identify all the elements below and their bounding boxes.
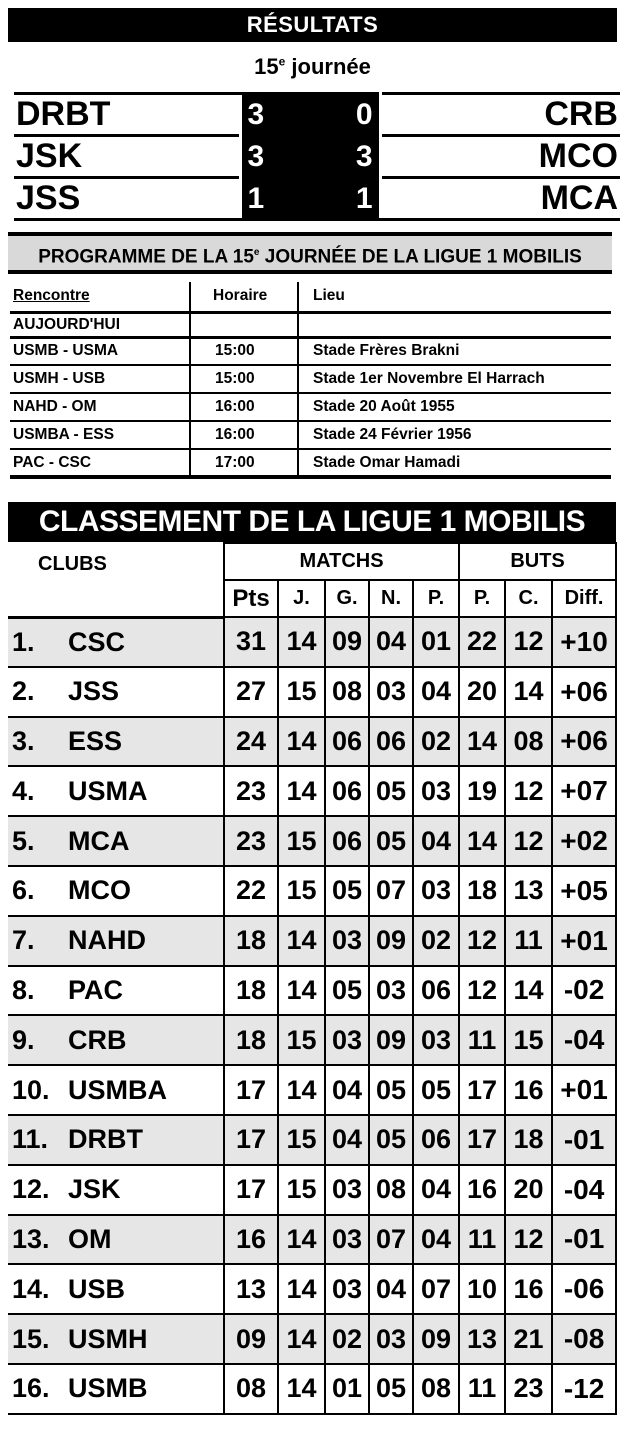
standings-won: 06 <box>325 717 369 767</box>
result-away-team: CRB <box>380 94 620 136</box>
programme-time: 15:00 <box>190 365 298 393</box>
standings-drawn: 04 <box>369 1264 413 1314</box>
standings-col-diff: Diff. <box>552 580 616 617</box>
standings-pts: 13 <box>224 1264 278 1314</box>
standings-club-name: PAC <box>68 974 124 1005</box>
standings-club-name: DRBT <box>68 1124 143 1155</box>
standings-club-cell <box>8 966 224 1016</box>
programme-day-empty-time <box>190 312 298 337</box>
standings-col-won: G. <box>325 580 369 617</box>
standings-club-name: OM <box>68 1223 112 1254</box>
standings-played: 15 <box>278 816 325 866</box>
standings-won: 04 <box>325 1115 369 1165</box>
standings-pts: 18 <box>224 916 278 966</box>
standings-col-clubs: CLUBS <box>8 543 224 617</box>
standings-rank: 8. <box>12 974 35 1005</box>
standings-lost: 08 <box>413 1364 459 1414</box>
standings-pts: 18 <box>224 966 278 1016</box>
standings-pts: 18 <box>224 1015 278 1065</box>
standings-row <box>8 1314 616 1364</box>
standings-lost: 05 <box>413 1065 459 1115</box>
standings-won: 05 <box>325 866 369 916</box>
standings-club-cell <box>8 1364 224 1414</box>
standings-played: 14 <box>278 1364 325 1414</box>
standings-goals-against: 20 <box>505 1165 552 1215</box>
standings-pts: 08 <box>224 1364 278 1414</box>
standings-drawn: 04 <box>369 617 413 667</box>
results-round <box>8 54 617 80</box>
programme-day-empty-venue <box>298 312 611 337</box>
result-home-score: 3 <box>240 94 310 136</box>
standings-pts: 17 <box>224 1115 278 1165</box>
programme-title-sup: e <box>253 247 260 258</box>
standings-goals-against: 12 <box>505 617 552 667</box>
standings-won: 01 <box>325 1364 369 1414</box>
standings-club-name: CSC <box>68 626 126 657</box>
standings-goals-against: 18 <box>505 1115 552 1165</box>
standings-won: 06 <box>325 816 369 866</box>
programme-venue: Stade 24 Février 1956 <box>298 421 611 449</box>
standings-lost: 06 <box>413 1115 459 1165</box>
standings-diff: +02 <box>552 816 616 866</box>
programme-time: 16:00 <box>190 393 298 421</box>
standings-drawn: 03 <box>369 1314 413 1364</box>
programme-title-post: JOURNÉE DE LA LIGUE 1 MOBILIS <box>259 246 582 268</box>
standings-row <box>8 1065 616 1115</box>
standings-played: 14 <box>278 916 325 966</box>
standings-club-name: USMH <box>68 1323 148 1354</box>
standings-played: 14 <box>278 1314 325 1364</box>
programme-time: 15:00 <box>190 337 298 365</box>
standings-goals-against: 11 <box>505 916 552 966</box>
standings-club-cell <box>8 1264 224 1314</box>
standings-diff: +05 <box>552 866 616 916</box>
programme-col-venue: Lieu <box>298 282 611 312</box>
standings-club-name: MCA <box>68 825 130 856</box>
programme-venue: Stade 20 Août 1955 <box>298 393 611 421</box>
standings-lost: 03 <box>413 766 459 816</box>
standings-won: 03 <box>325 1015 369 1065</box>
standings-goals-for: 20 <box>459 667 505 717</box>
standings-goals-for: 18 <box>459 866 505 916</box>
standings-goals-for: 12 <box>459 916 505 966</box>
result-away-score: 0 <box>310 94 380 136</box>
standings-played: 15 <box>278 866 325 916</box>
standings-rank: 16. <box>12 1373 50 1404</box>
standings-club-name: JSS <box>68 676 120 707</box>
programme-row <box>10 449 611 477</box>
result-away-score: 3 <box>310 136 380 178</box>
standings-title: CLASSEMENT DE LA LIGUE 1 MOBILIS <box>8 502 616 542</box>
standings-club-name: USB <box>68 1273 126 1304</box>
result-home-score: 3 <box>240 136 310 178</box>
standings-col-goals-against: C. <box>505 580 552 617</box>
standings-diff: -06 <box>552 1264 616 1314</box>
standings-drawn: 07 <box>369 1215 413 1265</box>
standings-row <box>8 1015 616 1065</box>
standings-played: 14 <box>278 717 325 767</box>
result-home-team: DRBT <box>14 94 240 136</box>
standings-won: 03 <box>325 1264 369 1314</box>
standings-club-cell <box>8 866 224 916</box>
result-row <box>14 136 620 178</box>
standings-club-name: USMA <box>68 775 148 806</box>
standings-pts: 17 <box>224 1065 278 1115</box>
standings-row <box>8 766 616 816</box>
standings-rank: 2. <box>12 676 35 707</box>
standings-goals-for: 17 <box>459 1115 505 1165</box>
standings-diff: -02 <box>552 966 616 1016</box>
standings-goals-for: 11 <box>459 1215 505 1265</box>
standings-club-name: CRB <box>68 1024 127 1055</box>
programme-day-row <box>10 312 611 337</box>
standings-drawn: 03 <box>369 966 413 1016</box>
standings-played: 14 <box>278 617 325 667</box>
standings-club-cell <box>8 1015 224 1065</box>
standings-diff: -04 <box>552 1165 616 1215</box>
standings-pts: 17 <box>224 1165 278 1215</box>
standings-lost: 07 <box>413 1264 459 1314</box>
standings-won: 02 <box>325 1314 369 1364</box>
standings-drawn: 09 <box>369 1015 413 1065</box>
round-suffix: e <box>278 54 286 69</box>
standings-drawn: 05 <box>369 1364 413 1414</box>
standings-goals-for: 11 <box>459 1015 505 1065</box>
standings-lost: 03 <box>413 1015 459 1065</box>
result-home-score: 1 <box>240 178 310 220</box>
standings-group-matchs: MATCHS <box>224 543 459 580</box>
standings-goals-for: 17 <box>459 1065 505 1115</box>
standings-rank: 14. <box>12 1273 50 1304</box>
programme-venue: Stade 1er Novembre El Harrach <box>298 365 611 393</box>
standings-club-name: USMBA <box>68 1074 167 1105</box>
standings-row <box>8 617 616 667</box>
standings-pts: 22 <box>224 866 278 916</box>
standings-rank: 3. <box>12 725 35 756</box>
result-home-team: JSS <box>14 178 240 220</box>
standings-goals-against: 16 <box>505 1264 552 1314</box>
standings-group-buts: BUTS <box>459 543 616 580</box>
standings-drawn: 08 <box>369 1165 413 1215</box>
standings-row <box>8 667 616 717</box>
standings-diff: -04 <box>552 1015 616 1065</box>
result-away-score: 1 <box>310 178 380 220</box>
standings-col-lost: P. <box>413 580 459 617</box>
standings-goals-against: 23 <box>505 1364 552 1414</box>
programme-row <box>10 393 611 421</box>
results-table <box>14 92 620 221</box>
programme-match: USMH - USB <box>10 365 190 393</box>
result-away-team: MCO <box>380 136 620 178</box>
programme-time: 17:00 <box>190 449 298 477</box>
standings-goals-for: 12 <box>459 966 505 1016</box>
standings-drawn: 07 <box>369 866 413 916</box>
standings-rank: 4. <box>12 775 35 806</box>
standings-goals-for: 13 <box>459 1314 505 1364</box>
standings-drawn: 05 <box>369 816 413 866</box>
standings-won: 09 <box>325 617 369 667</box>
standings-played: 14 <box>278 966 325 1016</box>
standings-club-cell <box>8 1314 224 1364</box>
programme-title-pre: PROGRAMME DE LA 15 <box>38 246 254 268</box>
standings-goals-against: 12 <box>505 1215 552 1265</box>
standings-won: 05 <box>325 966 369 1016</box>
standings-rank: 7. <box>12 925 35 956</box>
standings-drawn: 05 <box>369 1065 413 1115</box>
standings-goals-for: 14 <box>459 816 505 866</box>
standings-club-cell <box>8 667 224 717</box>
standings-rank: 5. <box>12 825 35 856</box>
standings-pts: 16 <box>224 1215 278 1265</box>
standings-club-name: NAHD <box>68 925 146 956</box>
standings-club-name: USMB <box>68 1373 148 1404</box>
programme-match: USMB - USMA <box>10 337 190 365</box>
standings-drawn: 05 <box>369 766 413 816</box>
standings-row <box>8 1264 616 1314</box>
programme-venue: Stade Frères Brakni <box>298 337 611 365</box>
standings-diff: +07 <box>552 766 616 816</box>
standings-row <box>8 966 616 1016</box>
standings-table <box>8 542 617 1415</box>
programme-day-label: AUJOURD'HUI <box>10 312 190 337</box>
standings-row <box>8 866 616 916</box>
programme-match: PAC - CSC <box>10 449 190 477</box>
standings-played: 14 <box>278 1264 325 1314</box>
standings-goals-against: 16 <box>505 1065 552 1115</box>
standings-goals-against: 15 <box>505 1015 552 1065</box>
standings-col-drawn: N. <box>369 580 413 617</box>
standings-drawn: 05 <box>369 1115 413 1165</box>
standings-club-cell <box>8 1065 224 1115</box>
standings-diff: +01 <box>552 916 616 966</box>
standings-club-name: JSK <box>68 1174 121 1205</box>
standings-won: 03 <box>325 1165 369 1215</box>
standings-col-played: J. <box>278 580 325 617</box>
results-title: RÉSULTATS <box>8 8 617 42</box>
standings-rank: 13. <box>12 1223 50 1254</box>
standings-club-name: MCO <box>68 875 131 906</box>
programme-title <box>8 232 612 274</box>
result-home-team: JSK <box>14 136 240 178</box>
standings-col-goals-for: P. <box>459 580 505 617</box>
standings-goals-against: 12 <box>505 766 552 816</box>
standings-rank: 12. <box>12 1174 50 1205</box>
programme-venue: Stade Omar Hamadi <box>298 449 611 477</box>
standings-diff: +06 <box>552 667 616 717</box>
standings-goals-for: 22 <box>459 617 505 667</box>
standings-rank: 11. <box>12 1124 49 1155</box>
standings-diff: -01 <box>552 1215 616 1265</box>
standings-group-header <box>8 543 616 580</box>
round-word: journée <box>285 54 371 79</box>
standings-goals-for: 10 <box>459 1264 505 1314</box>
standings-drawn: 09 <box>369 916 413 966</box>
result-away-team: MCA <box>380 178 620 220</box>
standings-played: 14 <box>278 1065 325 1115</box>
standings-played: 14 <box>278 1215 325 1265</box>
standings-goals-against: 13 <box>505 866 552 916</box>
standings-won: 03 <box>325 1215 369 1265</box>
round-number: 15 <box>254 54 279 79</box>
standings-diff: +10 <box>552 617 616 667</box>
standings-played: 15 <box>278 1115 325 1165</box>
standings-goals-against: 14 <box>505 966 552 1016</box>
standings-won: 08 <box>325 667 369 717</box>
standings-rank: 1. <box>12 626 35 657</box>
standings-played: 15 <box>278 1165 325 1215</box>
standings-pts: 23 <box>224 766 278 816</box>
standings-diff: -08 <box>552 1314 616 1364</box>
standings-club-name: ESS <box>68 725 123 756</box>
standings-diff: -01 <box>552 1115 616 1165</box>
standings-lost: 06 <box>413 966 459 1016</box>
standings-diff: +01 <box>552 1065 616 1115</box>
standings-goals-for: 14 <box>459 717 505 767</box>
standings-lost: 04 <box>413 1215 459 1265</box>
standings-goals-for: 11 <box>459 1364 505 1414</box>
standings-played: 14 <box>278 766 325 816</box>
standings-row <box>8 1165 616 1215</box>
standings-drawn: 06 <box>369 717 413 767</box>
standings-pts: 24 <box>224 717 278 767</box>
standings-rank: 15. <box>12 1323 50 1354</box>
standings-rank: 9. <box>12 1024 35 1055</box>
standings-pts: 27 <box>224 667 278 717</box>
standings-goals-against: 14 <box>505 667 552 717</box>
standings-lost: 04 <box>413 667 459 717</box>
standings-goals-for: 16 <box>459 1165 505 1215</box>
standings-pts: 09 <box>224 1314 278 1364</box>
standings-col-pts: Pts <box>224 580 278 617</box>
standings-lost: 04 <box>413 1165 459 1215</box>
programme-table <box>10 282 611 479</box>
standings-won: 04 <box>325 1065 369 1115</box>
standings-diff: -12 <box>552 1364 616 1414</box>
standings-row <box>8 1215 616 1265</box>
standings-row <box>8 816 616 866</box>
programme-match: USMBA - ESS <box>10 421 190 449</box>
standings-won: 03 <box>325 916 369 966</box>
programme-row <box>10 337 611 365</box>
standings-club-cell <box>8 1115 224 1165</box>
standings-diff: +06 <box>552 717 616 767</box>
programme-time: 16:00 <box>190 421 298 449</box>
standings-row <box>8 916 616 966</box>
standings-lost: 02 <box>413 717 459 767</box>
standings-club-cell <box>8 1215 224 1265</box>
standings-club-cell <box>8 816 224 866</box>
standings-lost: 02 <box>413 916 459 966</box>
standings-club-cell <box>8 717 224 767</box>
standings-played: 15 <box>278 1015 325 1065</box>
result-row <box>14 178 620 220</box>
programme-row <box>10 421 611 449</box>
standings-goals-against: 08 <box>505 717 552 767</box>
programme-match: NAHD - OM <box>10 393 190 421</box>
standings-row <box>8 717 616 767</box>
standings-club-cell <box>8 766 224 816</box>
standings-rank: 10. <box>12 1074 50 1105</box>
standings-goals-against: 12 <box>505 816 552 866</box>
standings-played: 15 <box>278 667 325 717</box>
standings-club-cell <box>8 916 224 966</box>
programme-col-time: Horaire <box>190 282 298 312</box>
standings-drawn: 03 <box>369 667 413 717</box>
standings-pts: 31 <box>224 617 278 667</box>
standings-goals-for: 19 <box>459 766 505 816</box>
standings-row <box>8 1115 616 1165</box>
standings-lost: 09 <box>413 1314 459 1364</box>
standings-lost: 03 <box>413 866 459 916</box>
standings-row <box>8 1364 616 1414</box>
standings-won: 06 <box>325 766 369 816</box>
programme-col-match: Rencontre <box>10 282 190 312</box>
programme-row <box>10 365 611 393</box>
standings-goals-against: 21 <box>505 1314 552 1364</box>
standings-club-cell <box>8 617 224 667</box>
standings-club-cell <box>8 1165 224 1215</box>
standings-rank: 6. <box>12 875 35 906</box>
programme-header-row <box>10 282 611 312</box>
standings-pts: 23 <box>224 816 278 866</box>
standings-lost: 01 <box>413 617 459 667</box>
result-row <box>14 94 620 136</box>
standings-lost: 04 <box>413 816 459 866</box>
